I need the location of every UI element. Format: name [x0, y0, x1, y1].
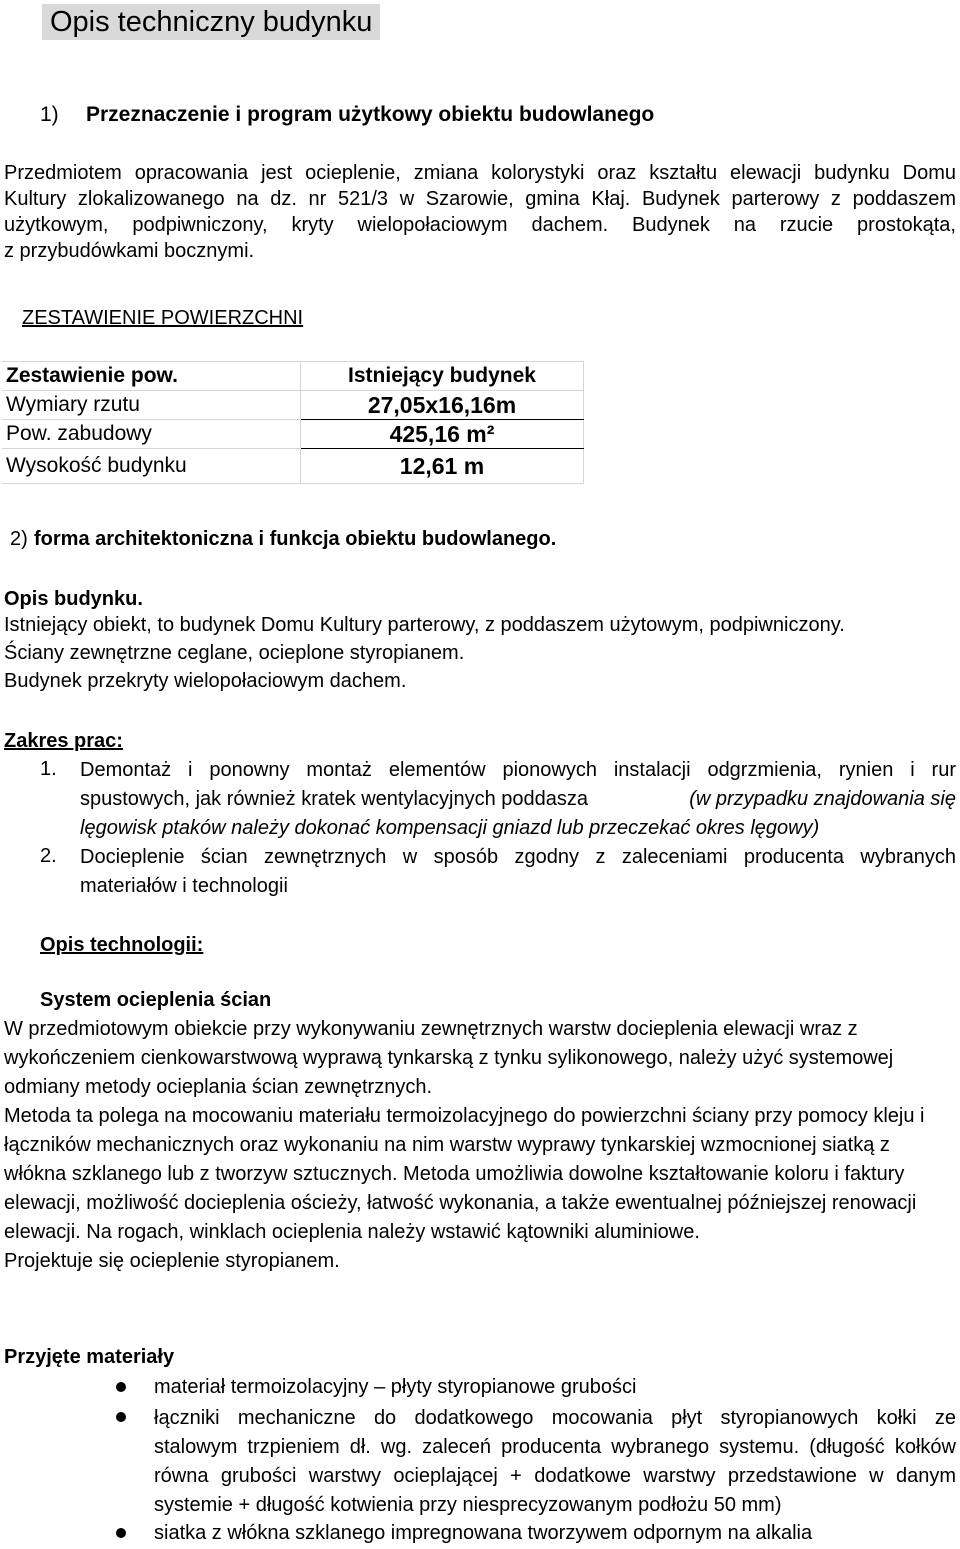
table-header-row: [2, 362, 584, 391]
zakres-item-number: 1.: [40, 758, 57, 780]
zakres-item-number: 2.: [40, 845, 57, 867]
table-cell-label: Pow. zabudowy: [2, 420, 301, 449]
list-item-line: Demontaż i ponowny montaż elementów pionowych instalacji odgrzmienia, rynien i rur: [80, 759, 956, 781]
paragraph-line: Kultury zlokalizowanego na dz. nr 521/3 w Szarowie, gmina Kłaj. Budynek parterowy z poddaszem: [4, 188, 956, 210]
list-item: [154, 1404, 956, 1520]
list-item-italic: (w przypadku znajdowania się: [689, 788, 956, 810]
list-item-line: systemie + długość kotwienia przy niesprecyzowanym podłożu 50 mm): [154, 1494, 782, 1516]
section1-number: 1): [40, 103, 59, 126]
paragraph-line: Przedmiotem opracowania jest ocieplenie, zmiana kolorystyki oraz kształtu elewacji budynku Domu: [4, 162, 956, 184]
list-item: siatka z włókna szklanego impregnowana tworzywem odpornym na alkalia: [154, 1522, 813, 1544]
table-row: [2, 391, 584, 420]
section2-number: 2): [10, 528, 28, 550]
system-paragraph: [4, 1015, 956, 1276]
paragraph-line: Projektuje się ocieplenie styropianem.: [4, 1250, 340, 1272]
paragraph-line: elewacji. Na rogach, winklach ocieplenia należy wstawić kątowniki aluminiowe.: [4, 1221, 700, 1243]
zakres-item-1: [80, 756, 956, 843]
paragraph-line: z przybudówkami bocznymi.: [4, 240, 255, 262]
opis-budynku-heading: Opis budynku.: [4, 588, 143, 610]
area-table: [2, 361, 584, 484]
bullet-icon: [116, 1412, 126, 1422]
paragraph-line: Metoda ta polega na mocowaniu materiału termoizolacyjnego do powierzchni ściany przy pomocy kleju i: [4, 1105, 925, 1127]
list-item-line: Docieplenie ścian zewnętrznych w sposób zgodny z zaleceniami producenta wybranych: [80, 846, 956, 868]
paragraph-line: Istniejący obiekt, to budynek Domu Kultury parterowy, z poddaszem użytowym, podpiwniczony.: [4, 614, 845, 636]
paragraph-line: odmiany metody ocieplania ścian zewnętrznych.: [4, 1076, 432, 1098]
system-heading: System ocieplenia ścian: [40, 989, 272, 1011]
zakres-heading: Zakres prac:: [4, 730, 123, 752]
table-row: [2, 449, 584, 484]
paragraph-line: łączników mechanicznych oraz wykonaniu na nim warstw wyprawy tynkarskiej wzmocnionej siatką z: [4, 1134, 890, 1156]
list-item-line: lęgowisk ptaków należy dokonać kompensacji gniazd lub przeczekać okres lęgowy): [80, 817, 820, 839]
table-header-cell: Istniejący budynek: [301, 362, 584, 391]
page-title: Opis techniczny budynku: [42, 4, 380, 40]
table-cell-label: Wysokość budynku: [2, 449, 301, 484]
bullet-icon: [116, 1382, 126, 1392]
list-item-line: materiałów i technologii: [80, 875, 288, 897]
bullet-icon: [116, 1528, 126, 1538]
table-header-cell: Zestawienie pow.: [2, 362, 301, 391]
paragraph-line: Budynek przekryty wielopołaciowym dachem.: [4, 670, 407, 692]
list-item-line: stalowym trzpieniem dł. wg. zaleceń producenta wybranego systemu. (długość kołków: [154, 1436, 956, 1458]
paragraph-line: wykończeniem cienkowarstwową wyprawą tynkarską z tynku sylikonowego, należy użyć systemowej: [4, 1047, 894, 1069]
table-cell-value: 425,16 m²: [301, 420, 584, 449]
list-item-line: łączniki mechaniczne do dodatkowego mocowania płyt styropianowych kołki ze: [154, 1407, 956, 1429]
paragraph-line: włókna szklanego lub z tworzyw sztucznych. Metoda umożliwia dowolne kształtowanie koloru i faktury: [4, 1163, 905, 1185]
paragraph-line: użytkowym, podpiwniczony, kryty wielopołaciowym dachem. Budynek na rzucie prostokąta,: [4, 214, 956, 236]
list-item: materiał termoizolacyjny – płyty styropianowe grubości: [154, 1376, 637, 1398]
zestawienie-heading: ZESTAWIENIE POWIERZCHNI: [22, 307, 304, 329]
zakres-item-2: [80, 843, 956, 901]
table-cell-label: Wymiary rzutu: [2, 391, 301, 420]
list-item-line: [80, 785, 956, 814]
section2-heading: forma architektoniczna i funkcja obiektu budowlanego.: [34, 528, 557, 550]
paragraph-line: Ściany zewnętrzne ceglane, ocieplone styropianem.: [4, 642, 465, 664]
opis-technologii-heading: Opis technologii:: [40, 934, 204, 956]
opis-budynku: [4, 586, 845, 694]
list-item-line: równa grubości warstwy ocieplającej + dodatkowe warstwy przedstawione w danym: [154, 1465, 956, 1487]
section1-paragraph: [4, 160, 956, 264]
table-cell-value: 27,05x16,16m: [301, 391, 584, 420]
table-row: [2, 420, 584, 449]
materialy-heading: Przyjęte materiały: [4, 1346, 175, 1368]
section1-heading: Przeznaczenie i program użytkowy obiektu budowlanego: [86, 103, 655, 126]
paragraph-line: elewacji, możliwość docieplenia ościeży, łatwość wykonania, a także ewentualnej późniejszej renowacji: [4, 1192, 917, 1214]
list-item-text: spustowych, jak również kratek wentylacyjnych poddasza: [80, 788, 589, 810]
table-cell-value: 12,61 m: [301, 449, 584, 484]
paragraph-line: W przedmiotowym obiekcie przy wykonywaniu zewnętrznych warstw docieplenia elewacji wraz z: [4, 1018, 858, 1040]
